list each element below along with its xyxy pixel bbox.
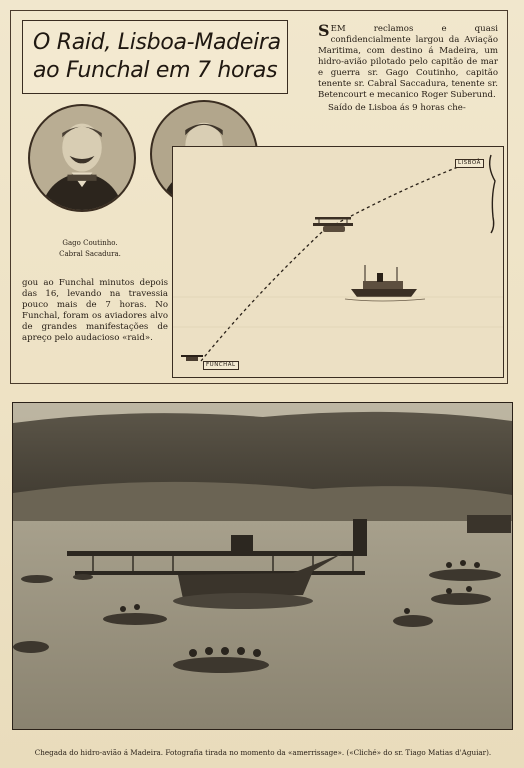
flight-route-illustration	[172, 146, 504, 378]
portrait-figure-icon	[30, 106, 134, 210]
intro-text-continued: Saído de Lisboa ás 9 horas che-	[328, 103, 466, 113]
photo-caption: Chegada do hidro-avião á Madeira. Fotografia tirada no momento da «amerrissage». («Cliché» do sr. Tiago Matias d'Aguiar).	[34, 748, 492, 757]
headline-line-1: O Raid, Lisboa-Madeira	[33, 30, 281, 55]
caption-gago-coutinho: Gago Coutinho.	[62, 239, 118, 247]
intro-text: EM reclamos e quasi confidencialmente largou da Aviação Maritima, com destino á Madeira, um hidro-avião pilotado pelo capitão de mar e guerra sr. Gago Coutinho, capitão tenente sr. Cabral Saccadura, tenente sr. Betencourt e mecanico Roger Suberund.	[318, 24, 498, 100]
portrait-gago-coutinho	[28, 104, 136, 212]
harbour-photograph	[12, 402, 513, 730]
intro-paragraph	[318, 21, 498, 114]
headline-box	[22, 20, 288, 94]
drop-cap: S	[318, 21, 330, 40]
portrait-captions	[30, 238, 150, 260]
moored-ship	[467, 515, 511, 533]
map-label-lisboa: LISBOA	[455, 159, 484, 168]
continuation-paragraph: gou ao Funchal minutos depois das 16, levando na travessia pouco mais de 7 horas. No Funchal, foram os aviadores alvo de grandes manifestações de apreço pelo audacioso «raid».	[22, 278, 168, 343]
route-map-graphic	[173, 147, 503, 377]
caption-cabral-sacadura: Cabral Sacadura.	[59, 250, 121, 258]
seaplane-arrival-scene	[13, 403, 512, 729]
headline-line-2: ao Funchal em 7 horas	[33, 58, 278, 83]
map-label-funchal: FUNCHAL	[203, 361, 239, 370]
